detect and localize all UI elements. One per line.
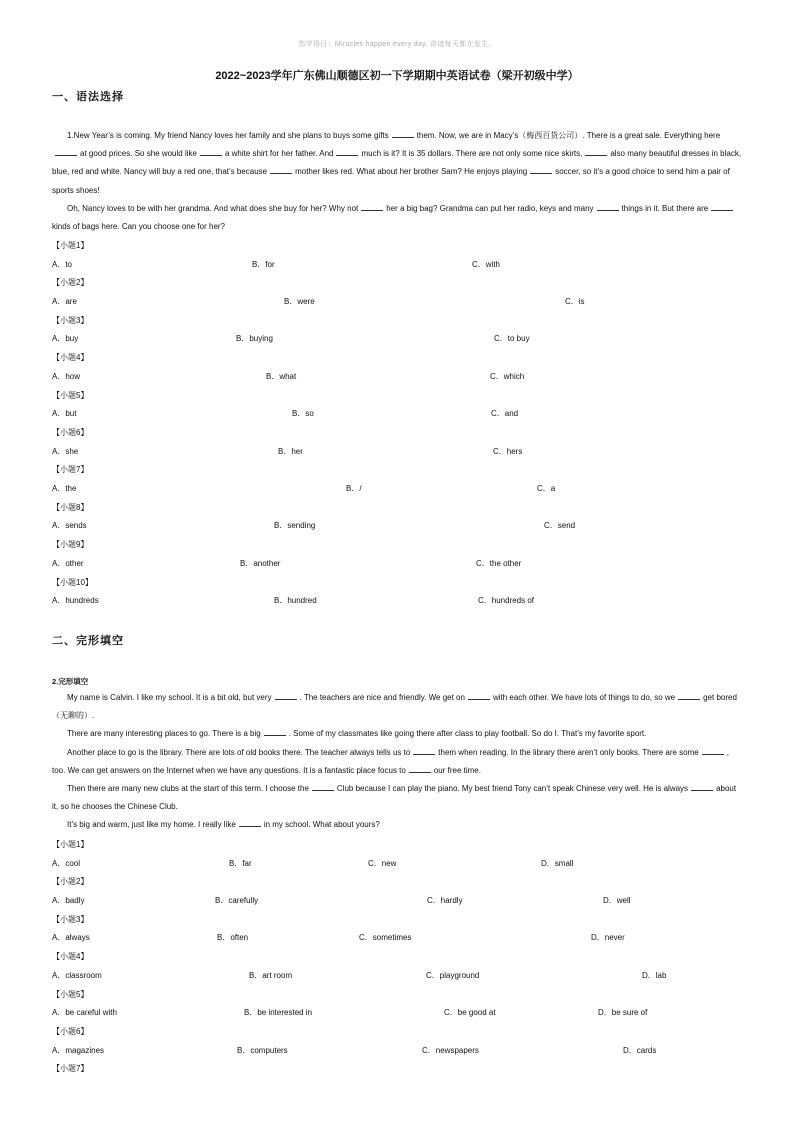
cloze-paragraph (52, 780, 742, 816)
answer-blank (409, 765, 431, 773)
answer-option[interactable]: C．playground (426, 970, 480, 980)
question-label: 【小题4】 (52, 952, 89, 962)
answer-option[interactable]: C．sometimes (359, 933, 412, 943)
answer-option[interactable]: B．often (217, 933, 249, 943)
passage-text: them. Now, we are in Macy’s（梅西百货公司）. There is a great sale. Everything here (416, 131, 721, 140)
answer-blank (239, 819, 261, 827)
passage-text: with each other. We have lots of things to do, so we (492, 693, 676, 702)
passage-text: in my school. What about yours? (263, 820, 380, 830)
answer-blank (264, 728, 286, 736)
passage-text: things in it. But there are (621, 203, 709, 213)
answer-blank (361, 203, 383, 211)
passage-text: 1.New Year’s is coming. My friend Nancy loves her family and she plans to buys some gifts (67, 131, 389, 140)
answer-blank (413, 747, 435, 755)
question-label: 【小题1】 (52, 241, 89, 250)
question-label: 【小题7】 (52, 465, 89, 475)
answer-option[interactable]: B．art room (249, 970, 293, 980)
answer-blank (55, 148, 77, 156)
passage-text: her a big bag? Grandma can put her radio, keys and many (386, 203, 594, 213)
cloze-paragraph (52, 744, 742, 780)
answer-blank (530, 166, 552, 174)
answer-option[interactable]: D．be sure of (598, 1008, 648, 1018)
question-label: 【小题6】 (52, 428, 89, 437)
answer-blank (585, 148, 607, 156)
answer-option[interactable]: A．badly (52, 896, 85, 905)
answer-option[interactable]: B．another (240, 558, 281, 568)
answer-option[interactable]: B．her (278, 446, 303, 456)
answer-option[interactable]: C．hundreds of (478, 596, 535, 606)
answer-option[interactable]: B．hundred (274, 596, 317, 606)
passage-text: Oh, Nancy loves to be with her grandma. And what does she buy for her? Why not (67, 203, 359, 213)
answer-option[interactable]: A．she (52, 446, 79, 456)
question-label: 【小题2】 (52, 278, 89, 288)
passage-text: It’s big and warm, just like my home. I really like (67, 820, 236, 830)
passage-text: . The teachers are nice and friendly. We get on (299, 693, 465, 702)
answer-option[interactable]: C．hers (493, 446, 523, 456)
cloze-passage (52, 689, 742, 835)
answer-option[interactable]: C．with (472, 259, 501, 269)
answer-option[interactable]: A．how (52, 371, 81, 381)
answer-option[interactable]: D．small (541, 858, 574, 868)
answer-option[interactable]: A．hundreds (52, 596, 99, 606)
answer-option[interactable]: D．lab (642, 970, 667, 980)
answer-option[interactable]: A．sends (52, 521, 87, 531)
passage-text: at good prices. So she would like (80, 149, 197, 159)
answer-option[interactable]: A．other (52, 558, 84, 568)
grammar-paragraph (52, 127, 742, 200)
section-heading-cloze: 二、完形填空 (52, 635, 124, 647)
question-label: 【小题5】 (52, 989, 89, 999)
question-label: 【小题10】 (52, 577, 93, 587)
answer-option[interactable]: B．far (229, 858, 252, 868)
answer-option[interactable]: B．/ (346, 484, 362, 493)
question-label: 【小题9】 (52, 540, 89, 550)
passage-text: Club because I can play the piano. My best friend Tony can’t speak Chinese very well. He is always (336, 784, 689, 794)
passage-text: . Some of my classmates like going there after class to play football. So do I. That’s my favorite sport. (288, 729, 647, 739)
answer-option[interactable]: A．classroom (52, 970, 102, 980)
answer-option[interactable]: B．computers (237, 1045, 288, 1055)
passage-text: My name is Calvin. I like my school. It is a bit old, but very (67, 693, 272, 702)
answer-blank (691, 783, 713, 791)
answer-blank (468, 692, 490, 700)
question-label: 【小题3】 (52, 315, 89, 325)
answer-blank (678, 692, 700, 700)
passage-text: our free time. (433, 765, 481, 775)
answer-blank (275, 692, 297, 700)
answer-option[interactable]: C．be good at (444, 1008, 496, 1018)
answer-option[interactable]: C．and (491, 409, 519, 419)
answer-option[interactable]: D．never (591, 933, 625, 943)
cloze-paragraph (52, 689, 742, 725)
answer-blank (711, 203, 733, 211)
cloze-paragraph (52, 816, 742, 834)
passage-text: kinds of bags here. Can you choose one for her? (52, 222, 225, 232)
cloze-subheading: 2.完形填空 (52, 677, 89, 686)
grammar-paragraph (52, 200, 742, 236)
answer-option[interactable]: C．which (490, 371, 525, 381)
answer-option[interactable]: A．be careful with (52, 1008, 117, 1018)
page-title: 2022~2023学年广东佛山顺德区初一下学期期中英语试卷（梁开初级中学） (215, 70, 579, 82)
passage-text: There are many interesting places to go. There is a big (67, 729, 261, 739)
question-label: 【小题1】 (52, 840, 89, 849)
header-watermark: 您学得日：Miracles happen every day. 奇迹每天都在发生。 (298, 41, 496, 48)
answer-option[interactable]: B．sending (274, 521, 316, 531)
answer-blank (392, 130, 414, 138)
passage-text: , too. We can get answers on the Internet when we have any questions. It is a fantastic place focus to (52, 747, 729, 775)
answer-blank (312, 783, 334, 791)
answer-option[interactable]: C．send (544, 521, 576, 531)
answer-option[interactable]: A．are (52, 297, 77, 306)
question-label: 【小题4】 (52, 353, 89, 363)
answer-option[interactable]: C．is (565, 297, 585, 306)
answer-option[interactable]: B．carefully (215, 896, 259, 905)
answer-option[interactable]: C．hardly (427, 896, 463, 905)
answer-option[interactable]: A．cool (52, 858, 81, 868)
passage-text: also many beautiful dresses in black, blue, red and white. Nancy will buy a red one, that’s because (52, 149, 742, 177)
passage-text: soccer, so it’s a good choice to send him a pair of sports shoes! (52, 167, 730, 195)
passage-text: much is it? It is 35 dollars. There are not only some nice skirts, (361, 149, 583, 159)
passage-text: Another place to go is the library. There are lots of old books there. The teacher always tells us to (67, 747, 411, 757)
section-heading-grammar: 一、语法选择 (52, 91, 124, 103)
answer-option[interactable]: B．be interested in (244, 1008, 313, 1018)
cloze-paragraph (52, 725, 742, 743)
answer-blank (270, 166, 292, 174)
answer-option[interactable]: A．always (52, 933, 90, 943)
answer-option[interactable]: C．a (537, 484, 556, 493)
passage-text: about it, so he chooses the Chinese Club. (52, 784, 737, 812)
passage-text: mother likes red. What about her brother Sam? He enjoys playing (295, 167, 528, 177)
answer-option[interactable]: B．so (292, 409, 314, 419)
question-label: 【小题8】 (52, 502, 89, 512)
passage-text: get bored（无聊的）. (52, 693, 737, 721)
answer-option[interactable]: B．what (266, 371, 297, 381)
question-label: 【小题6】 (52, 1027, 89, 1036)
passage-text: them when reading. In the library there aren’t only books. There are some (438, 747, 699, 757)
answer-option[interactable]: A．magazines (52, 1045, 105, 1055)
answer-option[interactable]: D．cards (623, 1045, 657, 1055)
answer-option[interactable]: C．to buy (494, 334, 530, 344)
answer-option[interactable]: B．buying (236, 334, 273, 344)
answer-option[interactable]: B．for (252, 259, 275, 269)
question-label: 【小题2】 (52, 877, 89, 887)
answer-option[interactable]: D．well (603, 896, 631, 905)
question-label: 【小题3】 (52, 914, 89, 924)
answer-option[interactable]: A．buy (52, 334, 79, 344)
question-label: 【小题5】 (52, 390, 89, 400)
answer-blank (200, 148, 222, 156)
answer-option[interactable]: A．but (52, 409, 77, 419)
answer-option[interactable]: C．newspapers (422, 1045, 479, 1055)
answer-option[interactable]: A．the (52, 484, 77, 493)
answer-option[interactable]: A．to (52, 259, 73, 269)
grammar-passage (52, 127, 742, 236)
answer-option[interactable]: C．the other (476, 558, 522, 568)
passage-text: a white shirt for her father. And (224, 149, 334, 159)
answer-option[interactable]: B．were (284, 297, 315, 306)
question-label: 【小题7】 (52, 1064, 89, 1074)
answer-blank (702, 747, 724, 755)
answer-option[interactable]: C．new (368, 858, 397, 868)
passage-text: Then there are many new clubs at the start of this term. I choose the (67, 784, 309, 794)
answer-blank (597, 203, 619, 211)
answer-blank (336, 148, 358, 156)
